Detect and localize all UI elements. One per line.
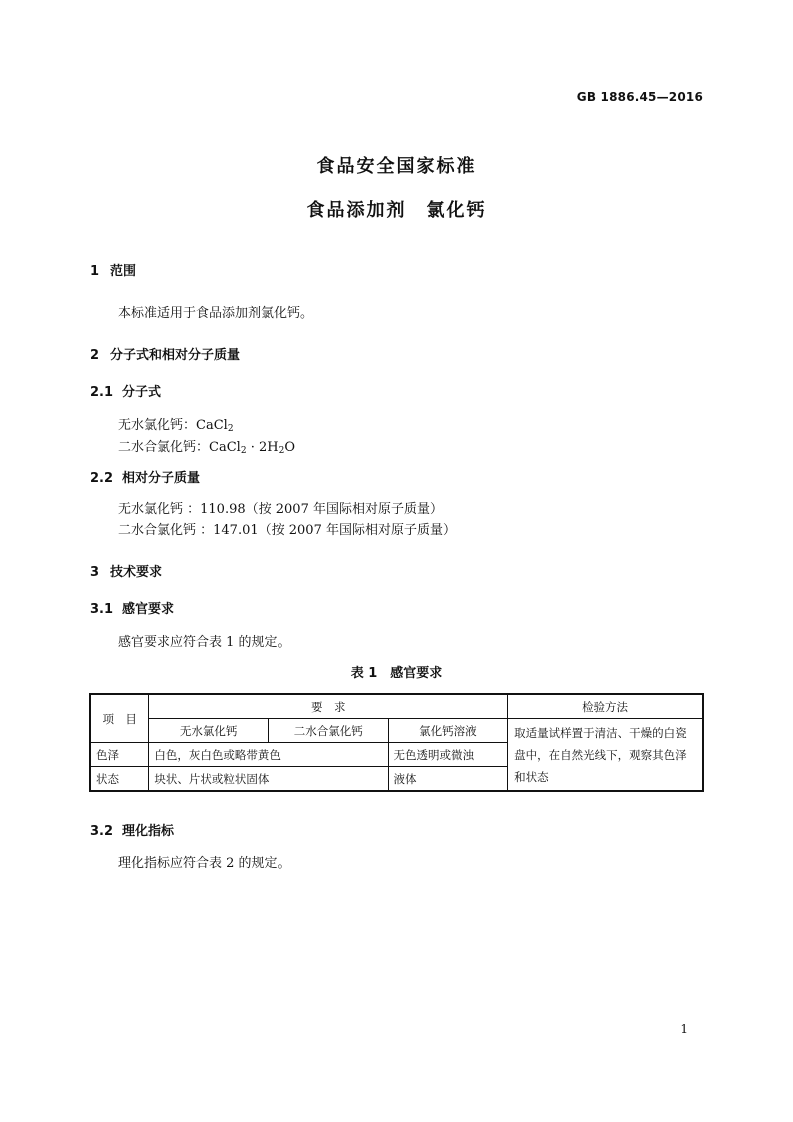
row-solid-requirement: 白色，灰白色或略带黄色 [149, 743, 388, 767]
section-title: 分子式和相对分子质量 [110, 348, 241, 363]
formula-subscript: 2 [278, 446, 285, 456]
formula-anhydrous [118, 414, 234, 433]
sensory-requirements-table [89, 693, 704, 792]
section-number: 3 [90, 565, 100, 580]
section-3-heading [90, 561, 162, 580]
standard-number: GB 1886.45—2016 [576, 90, 703, 104]
section-number: 2 [90, 348, 100, 363]
section-title: 理化指标 [122, 824, 175, 839]
formula-text: O [284, 440, 295, 455]
formula-label: 二水合氯化钙： [118, 440, 210, 455]
table-1-caption: 表 1 感官要求 [350, 666, 443, 681]
header-test-method: 检验方法 [508, 694, 703, 719]
section-number: 2.1 [90, 385, 114, 400]
table-header-row [90, 694, 703, 719]
row-item: 状态 [90, 767, 149, 792]
formula-label: 无水氯化钙： [118, 418, 197, 433]
section-2-heading [90, 344, 240, 363]
formula-dihydrate [118, 436, 295, 455]
row-solid-requirement: 块状、片状或粒状固体 [149, 767, 388, 792]
page-number: 1 [680, 1022, 688, 1036]
test-method-text: 取适量试样置于清洁、干燥的白瓷盘中，在自然光线下，观察其色泽和状态 [508, 719, 703, 792]
section-number: 1 [90, 264, 100, 279]
section-number: 3.1 [90, 602, 114, 617]
molar-mass-dihydrate: 二水合氯化钙 ：147.01（按 2007 年国际相对原子质量） [118, 523, 456, 538]
formula-text: · 2H [246, 440, 279, 455]
section-number: 3.2 [90, 824, 114, 839]
row-item: 色泽 [90, 743, 149, 767]
header-requirements: 要 求 [149, 694, 508, 719]
table-subheader-row [90, 719, 703, 743]
document-subtitle: 食品添加剂 氯化钙 [306, 200, 487, 221]
section-3-1-text: 感官要求应符合表 1 的规定。 [118, 635, 291, 650]
section-number: 2.2 [90, 471, 114, 486]
section-2-2-heading [90, 467, 200, 486]
section-1-heading [90, 260, 136, 279]
subheader-anhydrous: 无水氯化钙 [149, 719, 269, 743]
formula-text: CaCl [196, 418, 228, 433]
section-title: 分子式 [122, 385, 162, 400]
formula-subscript: 2 [240, 446, 247, 456]
section-title: 范围 [110, 264, 137, 279]
subheader-dihydrate: 二水合氯化钙 [268, 719, 388, 743]
formula-text: CaCl [209, 440, 241, 455]
subheader-solution: 氯化钙溶液 [388, 719, 508, 743]
formula-subscript: 2 [227, 424, 234, 434]
section-2-1-heading [90, 381, 161, 400]
document-title: 食品安全国家标准 [316, 156, 477, 177]
row-solution-requirement: 液体 [388, 767, 508, 792]
row-solution-requirement: 无色透明或微浊 [388, 743, 508, 767]
section-3-2-heading [90, 820, 174, 839]
section-title: 技术要求 [110, 565, 163, 580]
section-1-text: 本标准适用于食品添加剂氯化钙。 [118, 306, 314, 321]
section-3-1-heading [90, 598, 174, 617]
header-item: 项 目 [90, 694, 149, 743]
section-title: 相对分子质量 [122, 471, 201, 486]
section-3-2-text: 理化指标应符合表 2 的规定。 [118, 856, 291, 871]
section-title: 感官要求 [122, 602, 175, 617]
molar-mass-anhydrous: 无水氯化钙 ：110.98（按 2007 年国际相对原子质量） [118, 502, 443, 517]
